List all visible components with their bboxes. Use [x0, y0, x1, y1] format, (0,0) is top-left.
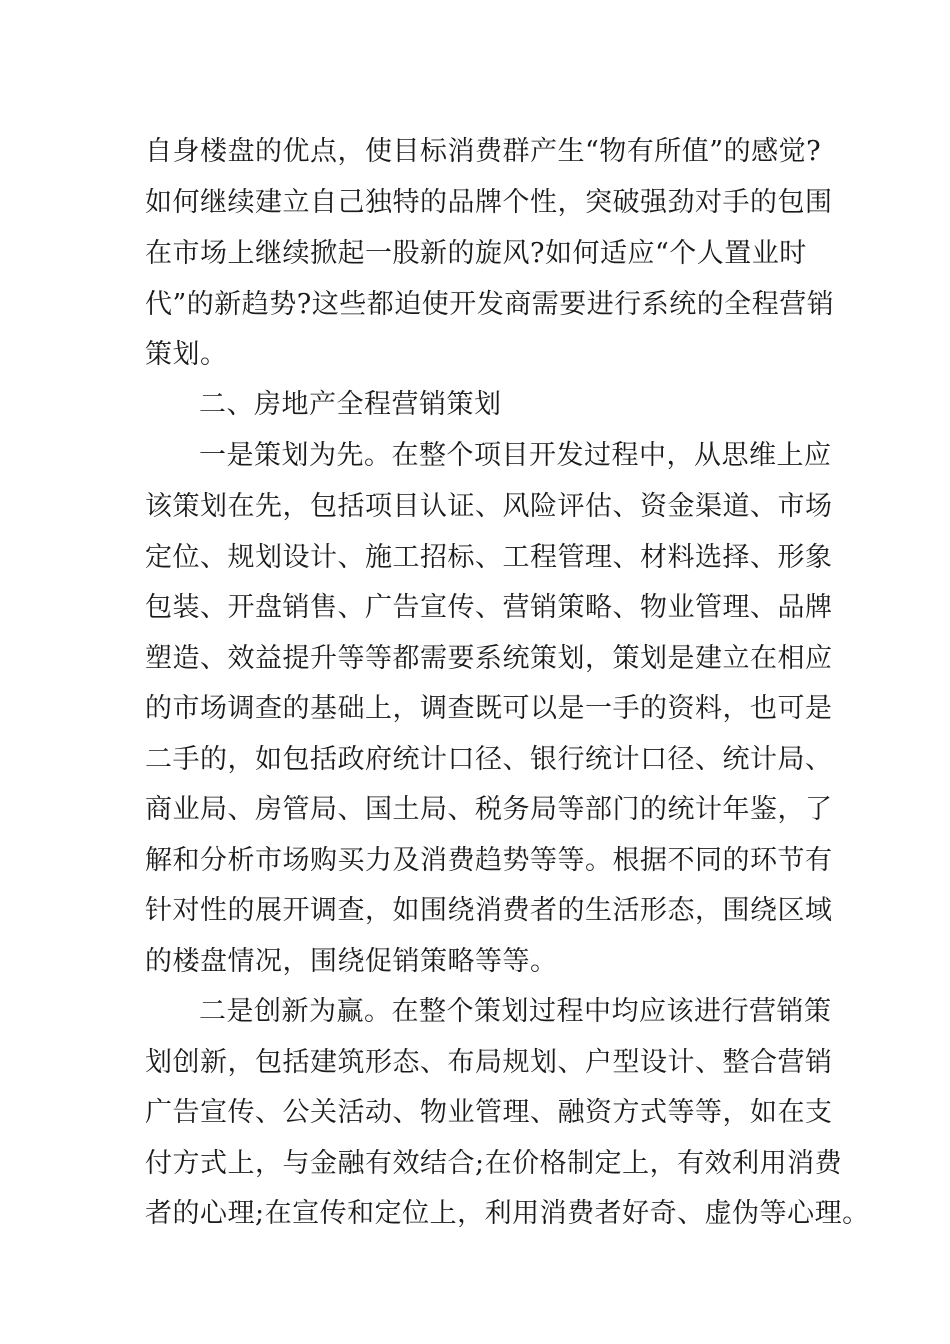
paragraph-line: 商业局、房管局、国土局、税务局等部门的统计年鉴，了	[145, 794, 833, 825]
paragraph-line: 的市场调查的基础上，调查既可以是一手的资料，也可是	[145, 693, 833, 724]
paragraph-line: 包装、开盘销售、广告宣传、营销策略、物业管理、品牌	[145, 592, 833, 623]
paragraph-line: 一是策划为先。在整个项目开发过程中，从思维上应	[199, 440, 832, 471]
paragraph-line: 在市场上继续掀起一股新的旋风?如何适应“个人置业时	[145, 238, 807, 269]
paragraph-line: 策划。	[145, 339, 228, 370]
section-heading: 二、房地产全程营销策划	[199, 389, 502, 420]
paragraph-line: 的楼盘情况，围绕促销策略等等。	[145, 946, 558, 977]
paragraph-line: 付方式上，与金融有效结合;在价格制定上，有效利用消费	[145, 1148, 843, 1179]
paragraph-line: 解和分析市场购买力及消费趋势等等。根据不同的环节有	[145, 845, 833, 876]
paragraph-line: 广告宣传、公关活动、物业管理、融资方式等等，如在支	[145, 1097, 833, 1128]
paragraph-line: 该策划在先，包括项目认证、风险评估、资金渠道、市场	[145, 491, 833, 522]
paragraph-line: 二是创新为赢。在整个策划过程中均应该进行营销策	[199, 996, 832, 1027]
paragraph-line: 二手的，如包括政府统计口径、银行统计口径、统计局、	[145, 744, 833, 775]
paragraph-line: 塑造、效益提升等等都需要系统策划，策划是建立在相应	[145, 643, 833, 674]
paragraph-line: 自身楼盘的优点，使目标消费群产生“物有所值”的感觉?	[145, 136, 822, 167]
paragraph-line: 代”的新趋势?这些都迫使开发商需要进行系统的全程营销	[145, 289, 835, 320]
paragraph-line: 划创新，包括建筑形态、布局规划、户型设计、整合营销	[145, 1047, 833, 1078]
paragraph-line: 针对性的展开调查，如围绕消费者的生活形态，围绕区域	[145, 895, 833, 926]
paragraph-line: 如何继续建立自己独特的品牌个性，突破强劲对手的包围	[145, 187, 833, 218]
paragraph-line: 者的心理;在宣传和定位上，利用消费者好奇、虚伪等心理。	[145, 1198, 870, 1229]
paragraph-line: 定位、规划设计、施工招标、工程管理、材料选择、形象	[145, 542, 833, 573]
